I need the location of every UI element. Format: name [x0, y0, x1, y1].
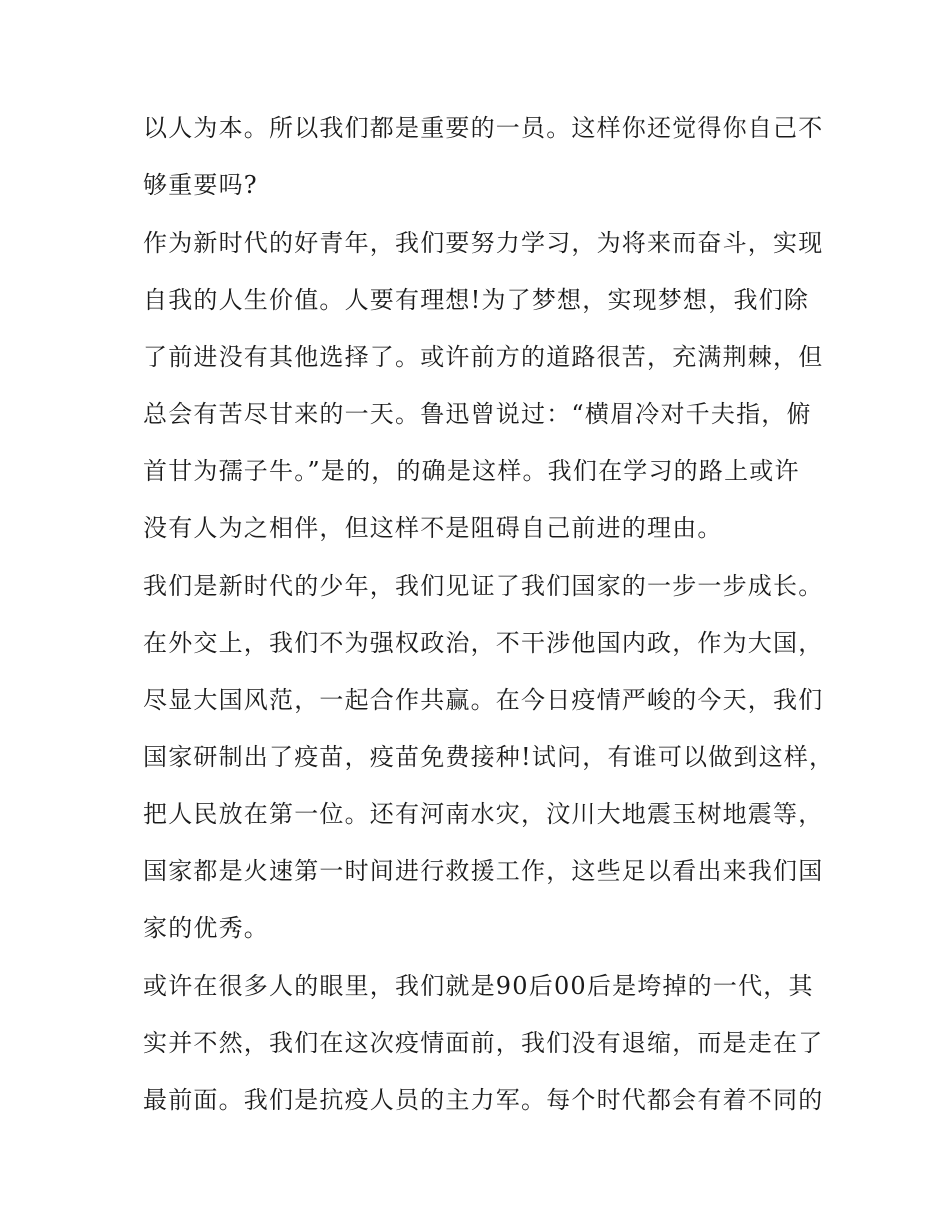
text-line: 实并不然，我们在这次疫情面前，我们没有退缩，而是走在了 — [143, 1029, 824, 1057]
text-line: 我们是新时代的少年，我们见证了我们国家的一步一步成长。 — [143, 572, 824, 600]
text-line: 没有人为之相伴，但这样不是阻碍自己前进的理由。 — [143, 514, 723, 542]
text-line: 自我的人生价值。人要有理想!为了梦想，实现梦想，我们除 — [143, 286, 810, 314]
text-line: 总会有苦尽甘来的一天。鲁迅曾说过：“横眉冷对千夫指，俯 — [143, 400, 812, 428]
text-line: 在外交上，我们不为强权政治，不干涉他国内政，作为大国， — [143, 629, 824, 657]
text-line: 够重要吗? — [143, 171, 258, 199]
text-line: 家的优秀。 — [143, 914, 269, 942]
text-line: 最前面。我们是抗疫人员的主力军。每个时代都会有着不同的 — [143, 1086, 824, 1114]
text-line: 国家都是火速第一时间进行救援工作，这些足以看出来我们国 — [143, 857, 824, 885]
text-line: 以人为本。所以我们都是重要的一员。这样你还觉得你自己不 — [143, 114, 824, 142]
text-line: 尽显大国风范，一起合作共赢。在今日疫情严峻的今天，我们 — [143, 686, 824, 714]
text-line: 了前进没有其他选择了。或许前方的道路很苦，充满荆棘，但 — [143, 343, 824, 371]
text-line: 或许在很多人的眼里，我们就是90后00后是垮掉的一代，其 — [143, 972, 814, 1000]
text-line: 把人民放在第一位。还有河南水灾，汶川大地震玉树地震等， — [143, 800, 824, 828]
text-line: 首甘为孺子牛。”是的，的确是这样。我们在学习的路上或许 — [143, 457, 800, 485]
text-line: 国家研制出了疫苗，疫苗免费接种!试问，有谁可以做到这样， — [143, 743, 835, 771]
text-line: 作为新时代的好青年，我们要努力学习，为将来而奋斗，实现 — [143, 229, 824, 257]
